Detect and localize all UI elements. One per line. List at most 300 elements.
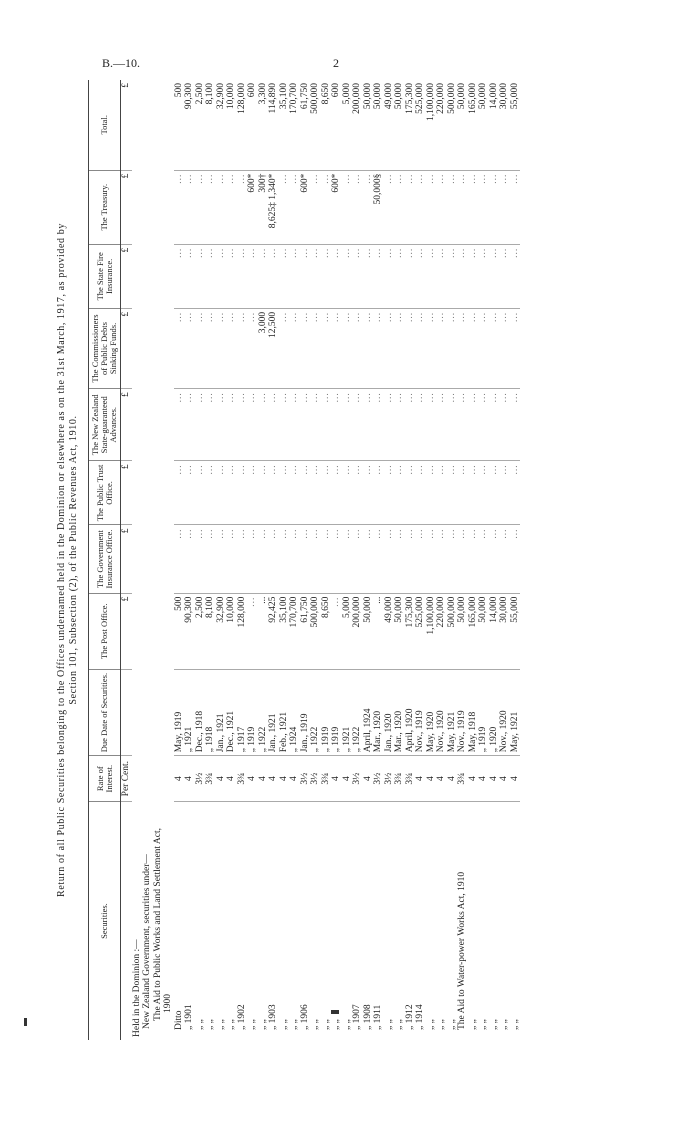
cell-rate: 4 — [226, 756, 237, 802]
cell-gio: ... — [195, 525, 206, 593]
cell-sfi: ... — [226, 244, 237, 308]
cell-treasury: ... — [457, 170, 468, 244]
cell-due: „ 1921 — [184, 669, 195, 755]
cell-sfi: ... — [384, 244, 395, 308]
cell-treasury: ... — [405, 170, 416, 244]
table-row — [436, 80, 447, 1040]
cell-treasury: ... — [352, 170, 363, 244]
cell-cpd: ... — [468, 308, 479, 388]
cell-gio: ... — [174, 525, 185, 593]
cell-cpd: ... — [279, 308, 290, 388]
cell-treasury: 600* — [331, 170, 342, 244]
col-post-office: The Post Office. — [89, 593, 121, 669]
cell-rate: 3¾ — [237, 756, 248, 802]
unit-treasury: £ — [121, 170, 132, 244]
cell-sfi: ... — [447, 244, 458, 308]
cell-cpd: ... — [237, 308, 248, 388]
cell-post: 50,000 — [363, 593, 374, 669]
cell-nzsga: ... — [447, 389, 458, 461]
table-row — [226, 80, 237, 1040]
cell-total: 114,890 — [268, 80, 279, 170]
cell-pto: ... — [289, 461, 300, 525]
cell-treasury: ... — [426, 170, 437, 244]
cell-nzsga: ... — [268, 389, 279, 461]
title-line-2: Section 101, Subsection (2), of the Public Revenues Act, 1910. — [68, 415, 79, 705]
cell-gio: ... — [300, 525, 311, 593]
cell-post: 49,000 — [384, 593, 395, 669]
cell-pto: ... — [352, 461, 363, 525]
cell-post: 2,500 — [195, 593, 206, 669]
table-row — [352, 80, 363, 1040]
cell-treasury: ... — [184, 170, 195, 244]
cell-gio: ... — [436, 525, 447, 593]
cell-sec: „ „ — [215, 1019, 226, 1030]
cell-gio: ... — [489, 525, 500, 593]
cell-treasury: ... — [489, 170, 500, 244]
cell-rate: 3¾ — [405, 756, 416, 802]
cell-due: April, 1920 — [405, 669, 416, 755]
cell-gio: ... — [247, 525, 258, 593]
cell-sec: „ „ — [226, 1019, 236, 1030]
cell-treasury: 50,000§ — [373, 170, 384, 244]
cell-cpd: ... — [478, 308, 489, 388]
table-row — [363, 80, 374, 1040]
cell-pto: ... — [300, 461, 311, 525]
cell-post: 50,000 — [457, 593, 468, 669]
cell-nzsga: ... — [237, 389, 248, 461]
cell-cpd: ... — [174, 308, 185, 388]
cell-due: „ 1919 — [331, 669, 342, 755]
cell-total: 2,500 — [195, 80, 206, 170]
cell-due: Jan., 1921 — [216, 669, 227, 755]
cell-gio: ... — [331, 525, 342, 593]
cell-total: 170,700 — [289, 80, 300, 170]
cell-sec: „ „ — [478, 1019, 488, 1030]
col-due: Due Date of Securities. — [89, 669, 121, 755]
table-row — [216, 80, 227, 1040]
cell-sec: „ „ — [257, 1019, 268, 1030]
table-row — [394, 80, 405, 1040]
cell-post: 92,425 — [268, 593, 279, 669]
cell-due: May, 1921 — [447, 669, 458, 755]
cell-rate: 3¾ — [394, 756, 405, 802]
cell-cpd: ... — [247, 308, 258, 388]
cell-sfi: ... — [205, 244, 216, 308]
cell-rate: 3½ — [384, 756, 395, 802]
cell-nzsga: ... — [300, 389, 311, 461]
cell-total: 1,100,000 — [426, 80, 437, 170]
cell-sec: „ „ — [205, 1019, 215, 1030]
cell-sec: „ 1914 — [415, 1004, 425, 1030]
cell-gio: ... — [258, 525, 269, 593]
cell-cpd: ... — [405, 308, 416, 388]
cell-gio: ... — [279, 525, 290, 593]
cell-treasury: ... — [226, 170, 237, 244]
cell-sfi: ... — [237, 244, 248, 308]
cell-treasury: ... — [237, 170, 248, 244]
cell-cpd: ... — [384, 308, 395, 388]
cell-cpd: ... — [226, 308, 237, 388]
cell-total: 600 — [331, 80, 342, 170]
cell-pto: ... — [247, 461, 258, 525]
cell-cpd: ... — [195, 308, 206, 388]
cell-nzsga: ... — [478, 389, 489, 461]
cell-sec: „ „ — [446, 1019, 457, 1030]
cell-due: „ 1919 — [247, 669, 258, 755]
unit-post: £ — [121, 593, 132, 669]
cell-rate: 4 — [216, 756, 227, 802]
cell-post: 35,100 — [279, 593, 290, 669]
cell-total: 50,000 — [394, 80, 405, 170]
table-row — [195, 80, 206, 1040]
table-row — [342, 80, 353, 1040]
cell-cpd: ... — [489, 308, 500, 388]
cell-pto: ... — [321, 461, 332, 525]
cell-rate: 4 — [468, 756, 479, 802]
cell-sec: „ „ — [383, 1019, 394, 1030]
cell-sec: „ 1901 — [184, 1004, 194, 1030]
cell-nzsga: ... — [342, 389, 353, 461]
table-row — [478, 80, 489, 1040]
cell-gio: ... — [478, 525, 489, 593]
table-row — [510, 80, 521, 1040]
cell-treasury: ... — [447, 170, 458, 244]
col-public-trust: The Public Trust Office. — [89, 461, 121, 525]
table-body — [121, 80, 521, 1040]
cell-nzsga: ... — [373, 389, 384, 461]
cell-rate: 3½ — [352, 756, 363, 802]
col-public-debts: The Commissioners of Public Debts Sinking Funds. — [89, 308, 121, 388]
unit-total: £ — [121, 80, 132, 170]
cell-gio: ... — [289, 525, 300, 593]
unit-pto: £ — [121, 461, 132, 525]
title-line-1: Return of all Public Securities belonging to the Offices undernamed held in the Dominion or elsewhere as on the 31st March, 1917, as provided by — [56, 223, 67, 897]
cell-due: „ 1919 — [321, 669, 332, 755]
cell-cpd: ... — [342, 308, 353, 388]
cell-post: 10,000 — [226, 593, 237, 669]
cell-total: 35,100 — [279, 80, 290, 170]
cell-due: Dec., 1921 — [226, 669, 237, 755]
cell-total: 50,000 — [457, 80, 468, 170]
cell-nzsga: ... — [321, 389, 332, 461]
cell-treasury: ... — [321, 170, 332, 244]
cell-treasury: ... — [510, 170, 521, 244]
cell-cpd: ... — [457, 308, 468, 388]
section-heading-a: Held in the Dominion :— — [131, 939, 142, 1037]
table-row — [268, 80, 279, 1040]
cell-pto: ... — [447, 461, 458, 525]
cell-total: 49,000 — [384, 80, 395, 170]
table-row — [321, 80, 332, 1040]
cell-pto: ... — [195, 461, 206, 525]
cell-sec: „ „ — [289, 1019, 299, 1030]
page-mark — [331, 1010, 339, 1014]
cell-nzsga: ... — [226, 389, 237, 461]
cell-total: 175,300 — [405, 80, 416, 170]
cell-cpd: ... — [352, 308, 363, 388]
cell-treasury: ... — [468, 170, 479, 244]
cell-sec: „ 1907 — [352, 1004, 362, 1030]
cell-total: 55,000 — [510, 80, 521, 170]
cell-due: „ 1918 — [205, 669, 216, 755]
cell-treasury: ... — [436, 170, 447, 244]
cell-treasury: ... — [415, 170, 426, 244]
cell-cpd: 3,000 — [258, 308, 269, 388]
cell-total: 50,000 — [373, 80, 384, 170]
cell-rate: 4 — [268, 756, 279, 802]
section-heading-row — [132, 80, 174, 1040]
cell-cpd: ... — [205, 308, 216, 388]
table-row — [247, 80, 258, 1040]
cell-sfi: ... — [394, 244, 405, 308]
cell-due: „ 1922 — [310, 669, 321, 755]
cell-rate: 4 — [174, 756, 185, 802]
margin-mark — [24, 1018, 27, 1026]
cell-due: „ 1917 — [237, 669, 248, 755]
cell-sfi: ... — [268, 244, 279, 308]
cell-treasury: ... — [205, 170, 216, 244]
section-heading-d: 1900 — [163, 994, 173, 1013]
cell-cpd: ... — [300, 308, 311, 388]
cell-post: 30,000 — [499, 593, 510, 669]
col-state-fire: The State Fire Insurance. — [89, 244, 121, 308]
cell-gio: ... — [384, 525, 395, 593]
cell-rate: 4 — [489, 756, 500, 802]
cell-sec: „ „ — [278, 1019, 289, 1030]
cell-cpd: ... — [310, 308, 321, 388]
cell-sfi: ... — [279, 244, 290, 308]
cell-nzsga: ... — [499, 389, 510, 461]
cell-gio: ... — [468, 525, 479, 593]
cell-sfi: ... — [289, 244, 300, 308]
cell-treasury: ... — [216, 170, 227, 244]
cell-gio: ... — [499, 525, 510, 593]
cell-post: 90,300 — [184, 593, 195, 669]
cell-total: 14,000 — [489, 80, 500, 170]
cell-nzsga: ... — [331, 389, 342, 461]
cell-sec: „ „ — [499, 1019, 509, 1030]
cell-nzsga: ... — [405, 389, 416, 461]
col-rate: Rate of Interest. — [89, 756, 121, 802]
cell-gio: ... — [216, 525, 227, 593]
table-row — [174, 80, 185, 1040]
cell-treasury: ... — [384, 170, 395, 244]
cell-pto: ... — [415, 461, 426, 525]
cell-gio: ... — [394, 525, 405, 593]
cell-treasury: ... — [310, 170, 321, 244]
cell-sfi: ... — [426, 244, 437, 308]
cell-nzsga: ... — [279, 389, 290, 461]
cell-total: 220,000 — [436, 80, 447, 170]
cell-total: 90,300 — [184, 80, 195, 170]
cell-nzsga: ... — [174, 389, 185, 461]
table-row — [426, 80, 437, 1040]
cell-nzsga: ... — [216, 389, 227, 461]
cell-treasury: ... — [499, 170, 510, 244]
cell-pto: ... — [394, 461, 405, 525]
cell-nzsga: ... — [415, 389, 426, 461]
cell-sec: „ „ — [467, 1019, 478, 1030]
cell-nzsga: ... — [489, 389, 500, 461]
cell-sfi: ... — [331, 244, 342, 308]
cell-due: Jan., 1921 — [268, 669, 279, 755]
cell-sfi: ... — [489, 244, 500, 308]
cell-rate: 3½ — [300, 756, 311, 802]
unit-sfi: £ — [121, 244, 132, 308]
cell-pto: ... — [216, 461, 227, 525]
table-row — [447, 80, 458, 1040]
cell-post: 220,000 — [436, 593, 447, 669]
cell-post: ... — [331, 593, 342, 669]
cell-rate: 4 — [499, 756, 510, 802]
cell-pto: ... — [268, 461, 279, 525]
cell-total: 165,000 — [468, 80, 479, 170]
cell-treasury: 8,625‡ 1,340* — [268, 170, 279, 244]
col-securities: Securities. — [89, 802, 121, 1040]
cell-rate: 3¾ — [205, 756, 216, 802]
cell-sec: „ „ — [341, 1019, 352, 1030]
cell-pto: ... — [258, 461, 269, 525]
cell-due: Mar., 1920 — [394, 669, 405, 755]
table-row — [205, 80, 216, 1040]
cell-sfi: ... — [510, 244, 521, 308]
cell-cpd: ... — [426, 308, 437, 388]
cell-total: 200,000 — [352, 80, 363, 170]
cell-cpd: ... — [216, 308, 227, 388]
cell-post: 8,650 — [321, 593, 332, 669]
cell-due: April, 1924 — [363, 669, 374, 755]
cell-sec: „ 1908 — [362, 1004, 373, 1030]
cell-treasury: 300† — [258, 170, 269, 244]
cell-pto: ... — [279, 461, 290, 525]
cell-sfi: ... — [300, 244, 311, 308]
cell-nzsga: ... — [205, 389, 216, 461]
cell-nzsga: ... — [510, 389, 521, 461]
cell-treasury: ... — [279, 170, 290, 244]
cell-due: Mar., 1920 — [373, 669, 384, 755]
cell-sfi: ... — [478, 244, 489, 308]
cell-gio: ... — [457, 525, 468, 593]
cell-sfi: ... — [499, 244, 510, 308]
cell-sfi: ... — [436, 244, 447, 308]
cell-sec: „ „ — [331, 1019, 341, 1030]
cell-rate: 3¾ — [457, 756, 468, 802]
cell-total: 500,000 — [447, 80, 458, 170]
cell-rate: 4 — [279, 756, 290, 802]
cell-gio: ... — [237, 525, 248, 593]
cell-pto: ... — [363, 461, 374, 525]
cell-post: 1,100,000 — [426, 593, 437, 669]
cell-due: „ 1924 — [289, 669, 300, 755]
table-row — [499, 80, 510, 1040]
col-treasury: The Treasury. — [89, 170, 121, 244]
cell-post: ... — [373, 593, 384, 669]
cell-cpd: ... — [373, 308, 384, 388]
cell-sfi: ... — [342, 244, 353, 308]
cell-nzsga: ... — [352, 389, 363, 461]
cell-gio: ... — [363, 525, 374, 593]
cell-sec: „ 1911 — [373, 1004, 383, 1030]
cell-total: 10,000 — [226, 80, 237, 170]
cell-cpd: ... — [436, 308, 447, 388]
cell-post: ... — [258, 593, 269, 669]
cell-pto: ... — [405, 461, 416, 525]
cell-post: 200,000 — [352, 593, 363, 669]
cell-pto: ... — [384, 461, 395, 525]
cell-total: 50,000 — [478, 80, 489, 170]
cell-sec: „ „ — [425, 1019, 436, 1030]
cell-sec: The Aid to Water-power Works Act, 1910 — [457, 871, 467, 1030]
return-title — [56, 80, 80, 1040]
cell-rate: 4 — [331, 756, 342, 802]
cell-total: 500,000 — [310, 80, 321, 170]
cell-nzsga: ... — [195, 389, 206, 461]
cell-post: 14,000 — [489, 593, 500, 669]
cell-rate: 4 — [415, 756, 426, 802]
cell-nzsga: ... — [468, 389, 479, 461]
cell-sfi: ... — [373, 244, 384, 308]
cell-total: 50,000 — [363, 80, 374, 170]
cell-post: 8,100 — [205, 593, 216, 669]
cell-sfi: ... — [184, 244, 195, 308]
cell-total: 600 — [247, 80, 258, 170]
cell-post: 525,000 — [415, 593, 426, 669]
cell-treasury: ... — [478, 170, 489, 244]
table-row — [310, 80, 321, 1040]
cell-sfi: ... — [457, 244, 468, 308]
cell-nzsga: ... — [426, 389, 437, 461]
cell-due: Nov., 1919 — [415, 669, 426, 755]
cell-treasury: ... — [342, 170, 353, 244]
cell-sfi: ... — [468, 244, 479, 308]
cell-nzsga: ... — [289, 389, 300, 461]
cell-rate: 4 — [184, 756, 195, 802]
cell-gio: ... — [310, 525, 321, 593]
cell-gio: ... — [405, 525, 416, 593]
cell-sec: „ „ — [394, 1019, 404, 1030]
cell-sec: „ „ — [194, 1019, 205, 1030]
table-header-row — [89, 80, 121, 1040]
cell-pto: ... — [510, 461, 521, 525]
cell-cpd: ... — [415, 308, 426, 388]
cell-nzsga: ... — [184, 389, 195, 461]
percent-unit: Per Cent. — [121, 756, 132, 802]
cell-sec: „ 1902 — [236, 1004, 247, 1030]
cell-nzsga: ... — [310, 389, 321, 461]
col-total: Total. — [89, 80, 121, 170]
table-row — [457, 80, 468, 1040]
cell-due: May, 1919 — [174, 669, 185, 755]
cell-cpd: ... — [499, 308, 510, 388]
cell-pto: ... — [478, 461, 489, 525]
table-row — [331, 80, 342, 1040]
table-row — [300, 80, 311, 1040]
cell-sec: „ 1903 — [268, 1004, 278, 1030]
cell-total: 8,650 — [321, 80, 332, 170]
cell-rate: 4 — [247, 756, 258, 802]
cell-pto: ... — [205, 461, 216, 525]
cell-treasury: ... — [174, 170, 185, 244]
cell-pto: ... — [310, 461, 321, 525]
cell-due: „ 1922 — [258, 669, 269, 755]
cell-gio: ... — [447, 525, 458, 593]
cell-rate: 4 — [478, 756, 489, 802]
cell-sfi: ... — [258, 244, 269, 308]
cell-pto: ... — [426, 461, 437, 525]
cell-due: Nov., 1920 — [499, 669, 510, 755]
cell-pto: ... — [342, 461, 353, 525]
cell-post: 61,750 — [300, 593, 311, 669]
